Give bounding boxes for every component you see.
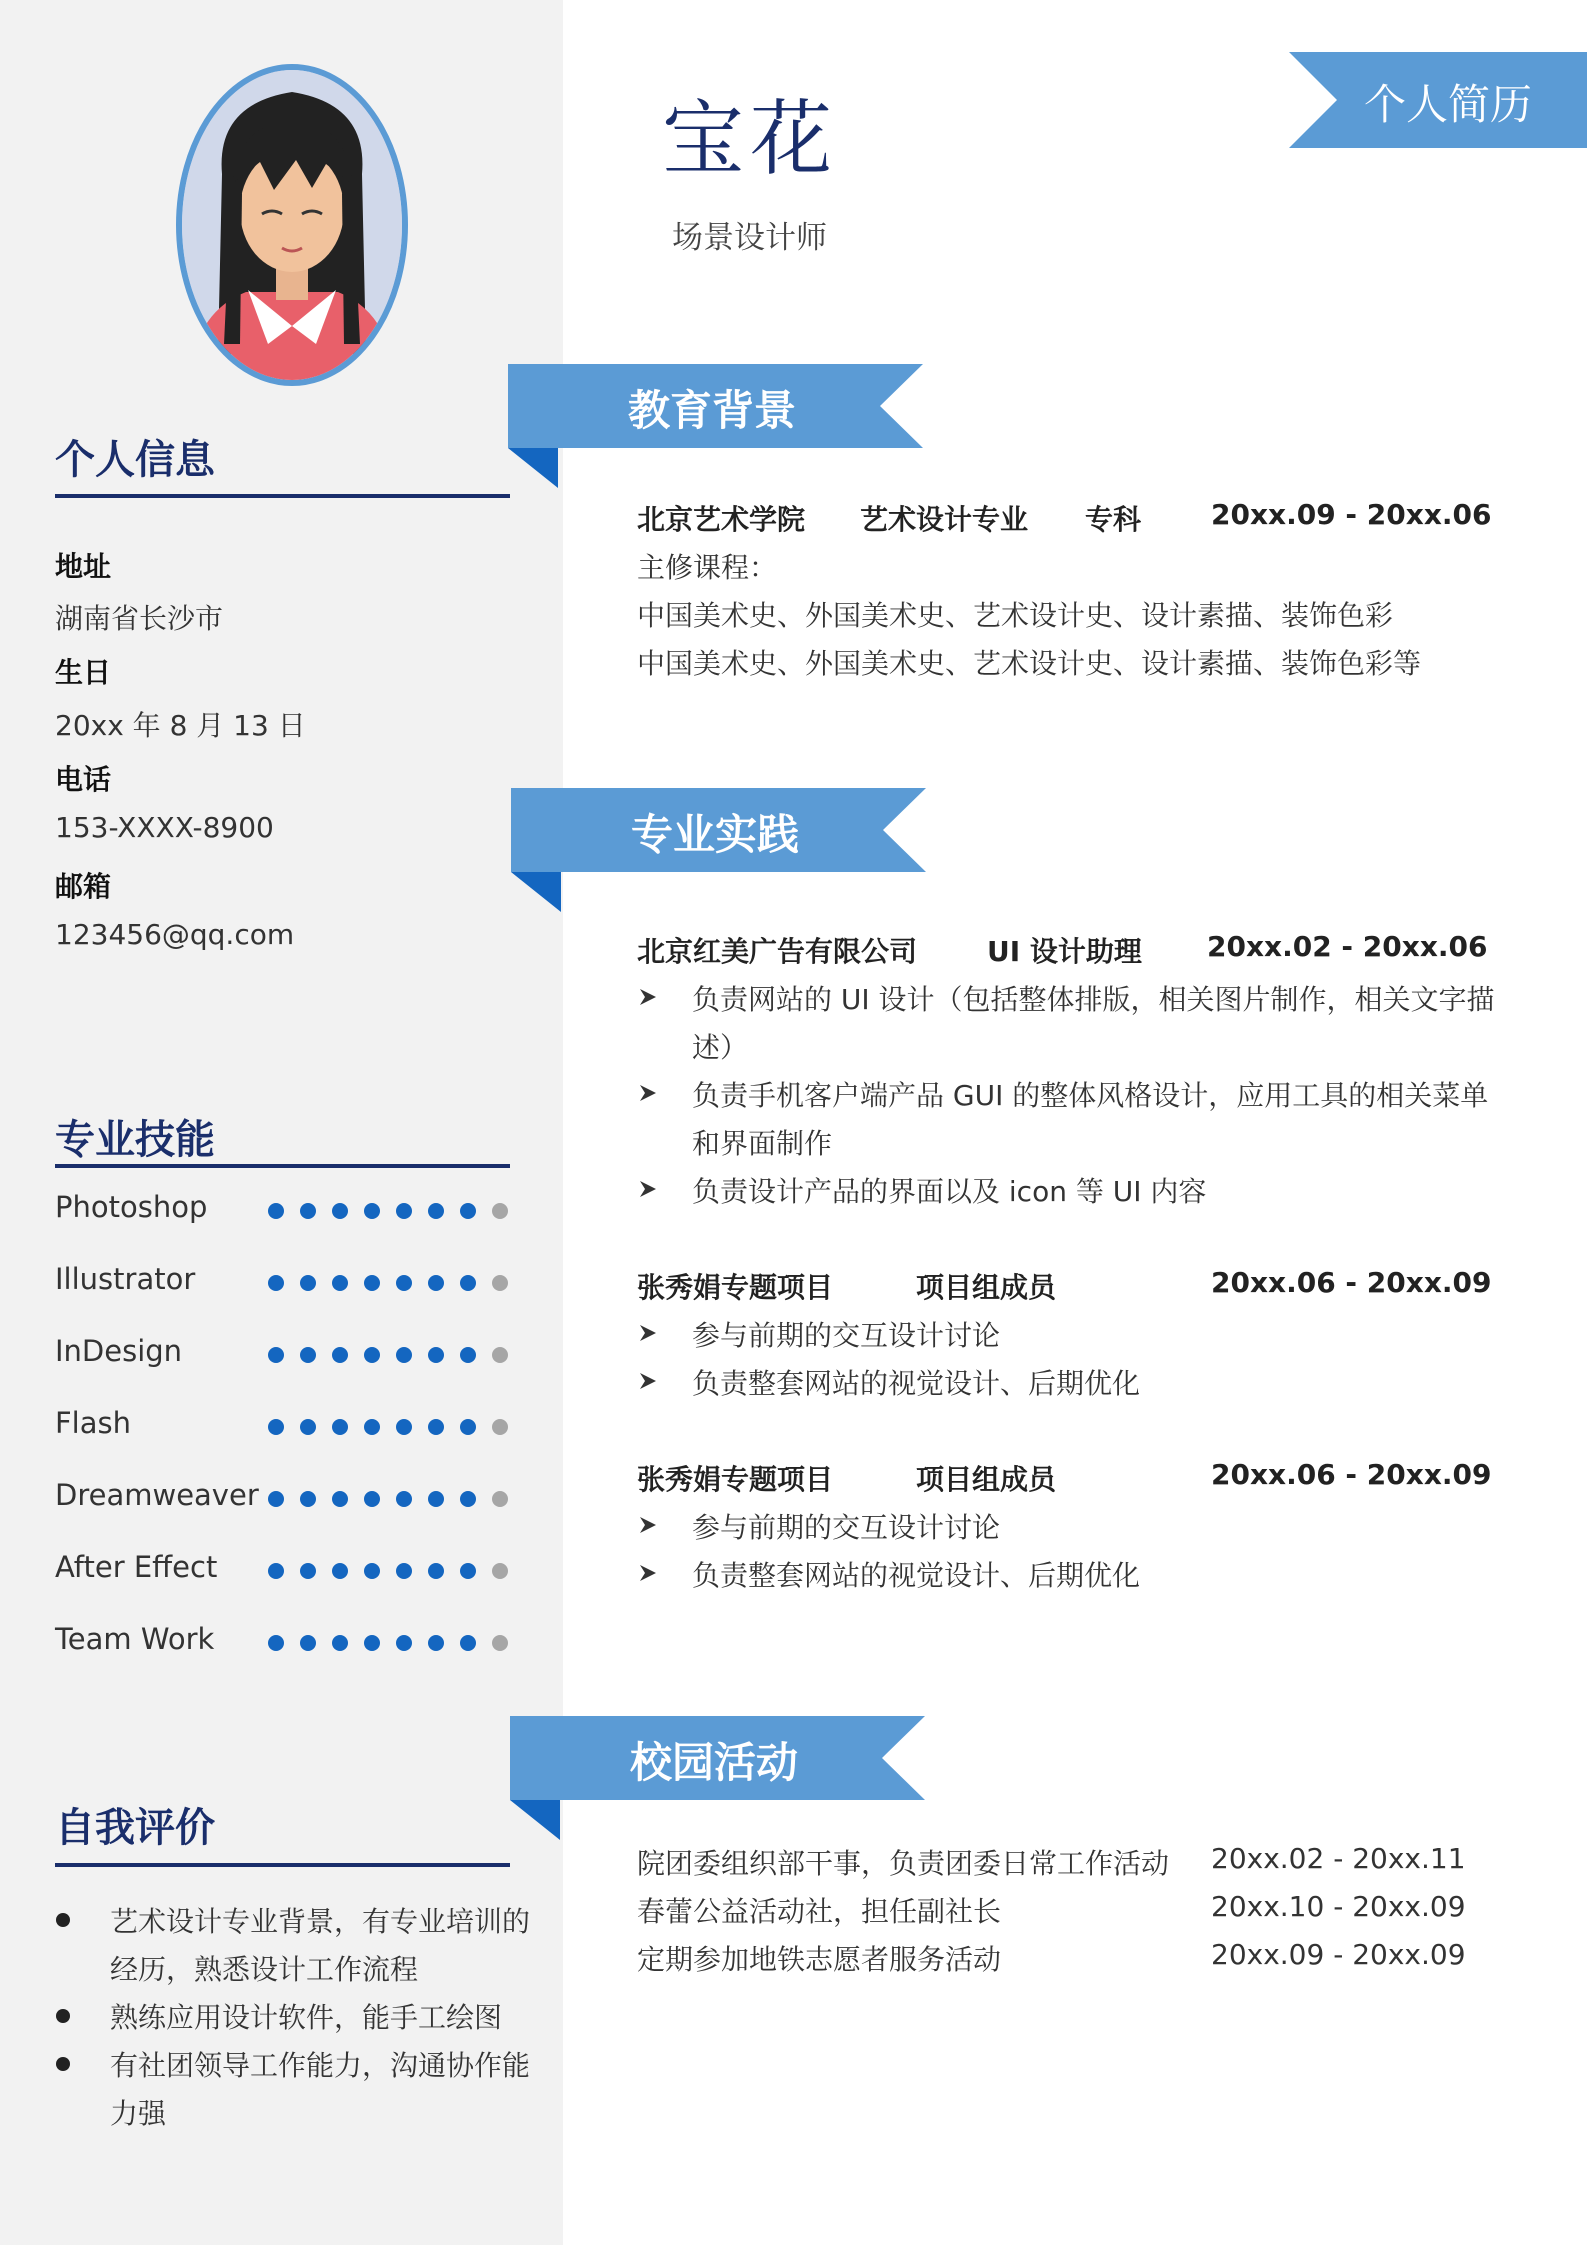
avatar [176, 64, 408, 386]
arrow-bullet-icon [638, 1563, 658, 1583]
job-3-duty-1: 参与前期的交互设计讨论 [692, 1511, 1001, 1544]
skill-dot-filled [332, 1347, 348, 1363]
skill-level-dots [268, 1635, 518, 1651]
skill-dot-filled [428, 1419, 444, 1435]
self-eval-item-1-line-1: 艺术设计专业背景，有专业培训的 [110, 1905, 531, 1938]
skill-dot-filled [460, 1491, 476, 1507]
skill-dot-filled [428, 1275, 444, 1291]
arrow-bullet-icon [638, 1323, 658, 1343]
skill-dot-filled [364, 1347, 380, 1363]
personal-info-heading: 个人信息 [55, 437, 215, 483]
skill-dot-filled [396, 1275, 412, 1291]
skill-name: Illustrator [55, 1262, 196, 1296]
skill-dot-filled [268, 1275, 284, 1291]
skill-dot-filled [428, 1347, 444, 1363]
job-1-duty-3-line-1: 负责设计产品的界面以及 icon 等 UI 内容 [692, 1175, 1207, 1208]
education-courses-line-1: 中国美术史、外国美术史、艺术设计史、设计素描、装饰色彩 [637, 599, 1394, 632]
skill-dot-empty [492, 1635, 508, 1651]
skill-dot-filled [396, 1491, 412, 1507]
job-3-role: 项目组成员 [916, 1463, 1057, 1496]
skills-heading: 专业技能 [55, 1117, 215, 1163]
skill-dot-empty [492, 1275, 508, 1291]
self-eval-item-1-line-2: 经历，熟悉设计工作流程 [110, 1953, 419, 1986]
skill-dot-filled [460, 1275, 476, 1291]
arrow-bullet-icon [638, 1515, 658, 1535]
job-1-duty-1-line-1: 负责网站的 UI 设计（包括整体排版，相关图片制作，相关文字描 [692, 983, 1495, 1016]
skill-dot-filled [332, 1419, 348, 1435]
birthday-value: 20xx 年 8 月 13 日 [55, 709, 306, 742]
arrow-bullet-icon [638, 1179, 658, 1199]
resume-banner-label: 个人简历 [1364, 80, 1533, 129]
skill-dot-filled [460, 1347, 476, 1363]
practice-ribbon [511, 788, 926, 872]
job-2-period: 20xx.06 - 20xx.09 [1211, 1266, 1492, 1299]
skill-dot-filled [300, 1563, 316, 1579]
self-eval-bullet [56, 2057, 70, 2071]
campus-activity-2: 春蕾公益活动社，担任副社长 [637, 1895, 1002, 1928]
email-value: 123456@qq.com [55, 918, 295, 951]
skill-dot-filled [364, 1203, 380, 1219]
skill-level-dots [268, 1347, 518, 1363]
campus-activity-3: 定期参加地铁志愿者服务活动 [637, 1943, 1002, 1976]
skill-dot-empty [492, 1491, 508, 1507]
education-school: 北京艺术学院 [637, 503, 806, 536]
self-eval-divider [55, 1863, 510, 1867]
phone-value: 153-XXXX-8900 [55, 811, 274, 844]
email-label: 邮箱 [55, 870, 112, 903]
skill-dot-empty [492, 1347, 508, 1363]
practice-heading: 专业实践 [631, 810, 800, 859]
job-3-duty-2: 负责整套网站的视觉设计、后期优化 [692, 1559, 1141, 1592]
campus-period-3: 20xx.09 - 20xx.09 [1211, 1938, 1466, 1971]
skill-dot-filled [396, 1635, 412, 1651]
arrow-bullet-icon [638, 1371, 658, 1391]
resume-name: 宝花 [662, 92, 839, 187]
job-1-duty-2-line-1: 负责手机客户端产品 GUI 的整体风格设计，应用工具的相关菜单 [692, 1079, 1489, 1112]
campus-period-2: 20xx.10 - 20xx.09 [1211, 1890, 1466, 1923]
resume-job-title: 场景设计师 [672, 220, 827, 256]
skill-dot-filled [300, 1347, 316, 1363]
skill-dot-filled [300, 1419, 316, 1435]
skill-level-dots [268, 1419, 518, 1435]
campus-heading: 校园活动 [630, 1738, 799, 1787]
self-eval-heading: 自我评价 [55, 1805, 215, 1851]
skill-level-dots [268, 1491, 518, 1507]
skill-dot-empty [492, 1563, 508, 1579]
skill-name: Team Work [55, 1622, 215, 1656]
skill-dot-filled [332, 1203, 348, 1219]
skill-name: InDesign [55, 1334, 183, 1368]
education-courses-label: 主修课程： [637, 551, 778, 584]
personal-info-divider [55, 494, 510, 498]
skill-dot-filled [268, 1419, 284, 1435]
skill-level-dots [268, 1203, 518, 1219]
skill-dot-filled [332, 1563, 348, 1579]
skill-dot-filled [300, 1635, 316, 1651]
job-1-role: UI 设计助理 [987, 935, 1142, 968]
skill-name: After Effect [55, 1550, 218, 1584]
arrow-bullet-icon [638, 987, 658, 1007]
skill-dot-filled [396, 1419, 412, 1435]
self-eval-bullet [56, 1913, 70, 1927]
education-major: 艺术设计专业 [860, 503, 1029, 536]
skill-dot-empty [492, 1419, 508, 1435]
job-1-duty-2-line-2: 和界面制作 [692, 1127, 833, 1160]
job-1-period: 20xx.02 - 20xx.06 [1207, 930, 1488, 963]
education-courses-line-2: 中国美术史、外国美术史、艺术设计史、设计素描、装饰色彩等 [637, 647, 1422, 680]
self-eval-item-3-line-1: 有社团领导工作能力，沟通协作能 [110, 2049, 531, 2082]
skill-dot-filled [460, 1563, 476, 1579]
address-value: 湖南省长沙市 [55, 602, 224, 635]
skill-dot-filled [268, 1563, 284, 1579]
skill-dot-filled [428, 1635, 444, 1651]
job-3-org: 张秀娟专题项目 [637, 1463, 834, 1496]
skill-dot-filled [428, 1203, 444, 1219]
skill-dot-filled [300, 1491, 316, 1507]
job-1-duty-1-line-2: 述） [692, 1031, 749, 1064]
address-label: 地址 [55, 550, 112, 583]
education-heading: 教育背景 [628, 386, 797, 435]
arrow-bullet-icon [638, 1083, 658, 1103]
skill-level-dots [268, 1275, 518, 1291]
phone-label: 电话 [55, 763, 112, 796]
job-2-duty-1: 参与前期的交互设计讨论 [692, 1319, 1001, 1352]
education-period: 20xx.09 - 20xx.06 [1211, 498, 1492, 531]
skill-dot-filled [364, 1419, 380, 1435]
job-2-org: 张秀娟专题项目 [637, 1271, 834, 1304]
skill-name: Dreamweaver [55, 1478, 259, 1512]
campus-period-1: 20xx.02 - 20xx.11 [1211, 1842, 1466, 1875]
skill-dot-filled [300, 1275, 316, 1291]
skills-divider [55, 1164, 510, 1168]
skill-dot-filled [460, 1203, 476, 1219]
skill-dot-filled [332, 1491, 348, 1507]
skill-dot-filled [364, 1635, 380, 1651]
skill-dot-filled [460, 1635, 476, 1651]
self-eval-bullet [56, 2009, 70, 2023]
skill-level-dots [268, 1563, 518, 1579]
skill-dot-filled [364, 1491, 380, 1507]
self-eval-item-3-line-2: 力强 [110, 2097, 167, 2130]
skill-dot-filled [332, 1635, 348, 1651]
campus-activity-1: 院团委组织部干事，负责团委日常工作活动 [637, 1847, 1170, 1880]
skill-dot-filled [396, 1347, 412, 1363]
skill-dot-filled [396, 1203, 412, 1219]
self-eval-item-2-line-1: 熟练应用设计软件，能手工绘图 [110, 2001, 503, 2034]
skill-dot-filled [332, 1275, 348, 1291]
campus-ribbon [510, 1716, 925, 1800]
skill-dot-filled [364, 1275, 380, 1291]
skill-dot-filled [428, 1563, 444, 1579]
skill-name: Photoshop [55, 1190, 208, 1224]
skill-name: Flash [55, 1406, 131, 1440]
birthday-label: 生日 [55, 656, 112, 689]
skill-dot-filled [300, 1203, 316, 1219]
skill-dot-filled [268, 1491, 284, 1507]
resume-banner [1289, 52, 1587, 148]
skill-dot-empty [492, 1203, 508, 1219]
job-2-duty-2: 负责整套网站的视觉设计、后期优化 [692, 1367, 1141, 1400]
education-ribbon [508, 364, 923, 448]
skill-dot-filled [364, 1563, 380, 1579]
skill-dot-filled [268, 1635, 284, 1651]
skill-dot-filled [268, 1347, 284, 1363]
skill-dot-filled [396, 1563, 412, 1579]
skill-dot-filled [428, 1491, 444, 1507]
education-degree: 专科 [1085, 503, 1142, 536]
job-2-role: 项目组成员 [916, 1271, 1057, 1304]
skill-dot-filled [268, 1203, 284, 1219]
job-3-period: 20xx.06 - 20xx.09 [1211, 1458, 1492, 1491]
job-1-org: 北京红美广告有限公司 [637, 935, 918, 968]
skill-dot-filled [460, 1419, 476, 1435]
